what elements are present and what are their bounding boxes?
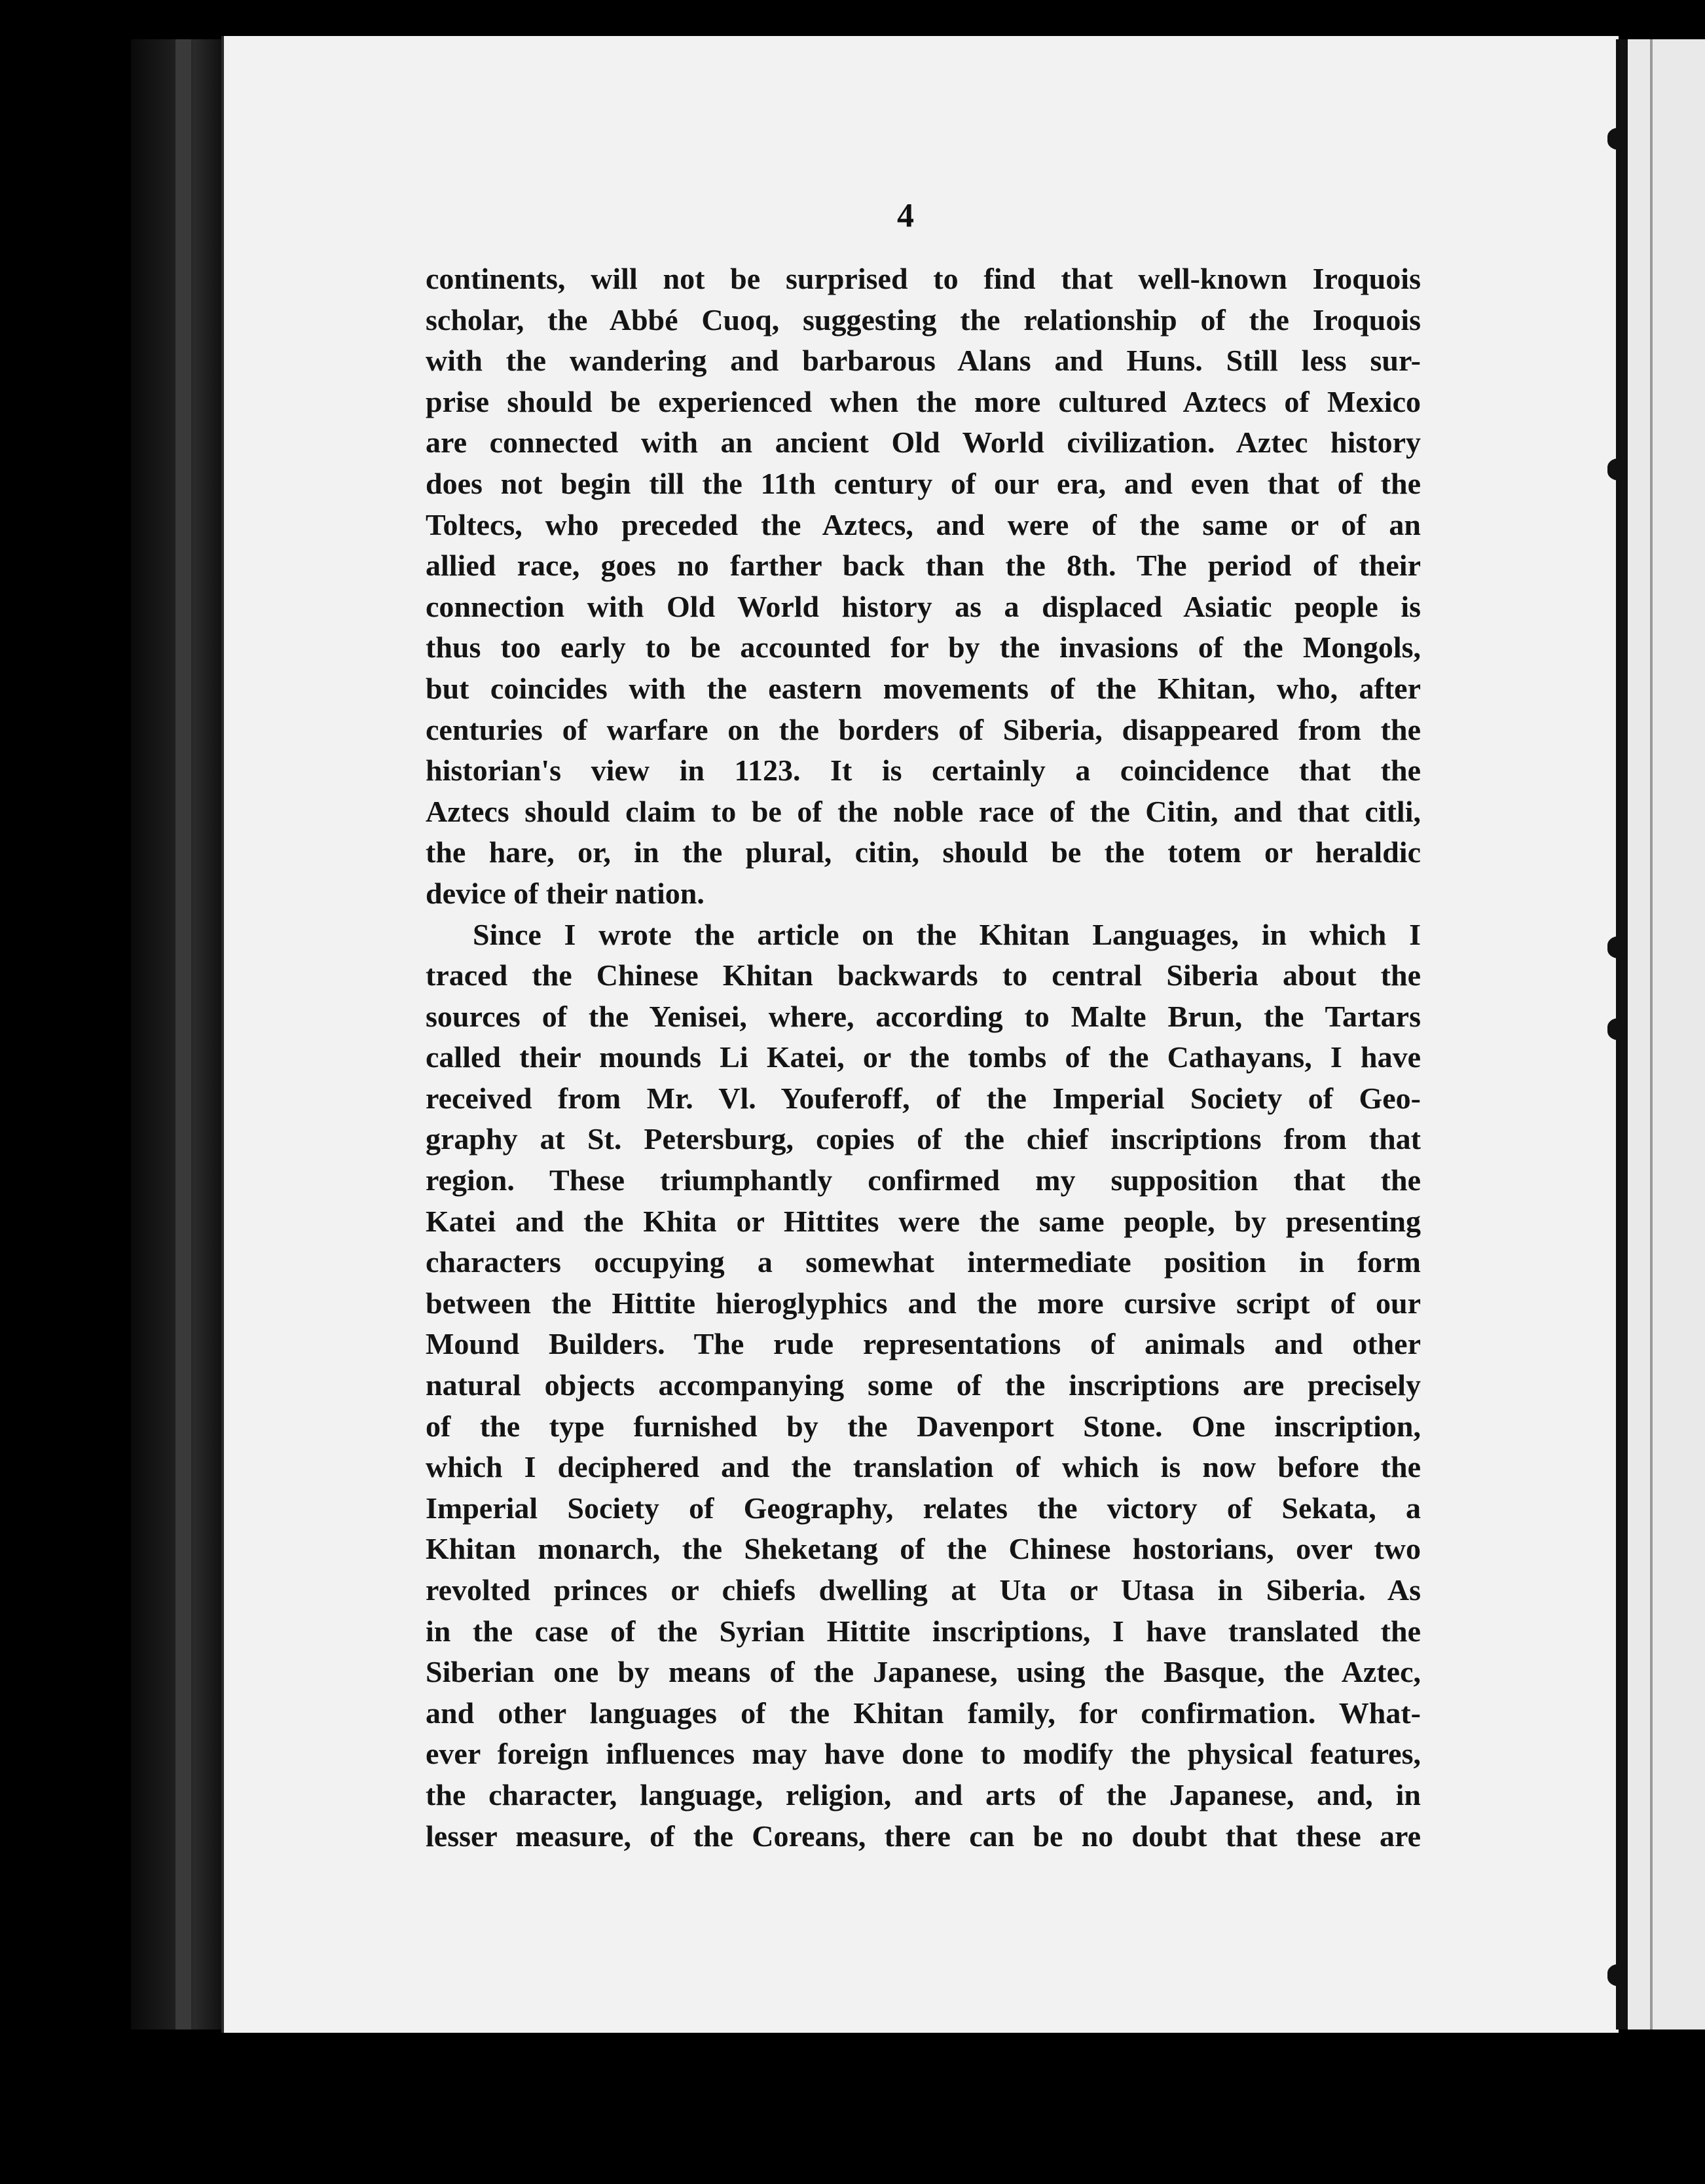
paragraph-2 [426, 915, 1421, 1857]
text-line: continents, will not be surprised to find that well-known Iroquois [426, 262, 1421, 295]
text-line: Mound Builders. The rude representations of animals and other [426, 1327, 1421, 1361]
text-line: received from Mr. Vl. Youferoff, of the Imperial Society of Geo- [426, 1081, 1421, 1115]
body-text [426, 259, 1421, 1857]
text-line: Since I wrote the article on the Khitan Languages, in which I [473, 917, 1421, 951]
text-line: allied race, goes no farther back than the 8th. The period of their [426, 549, 1421, 583]
text-line: Katei and the Khita or Hittites were the same people, by presenting [426, 1204, 1421, 1238]
text-line: region. These triumphantly confirmed my supposition that the [426, 1163, 1421, 1197]
text-line: which I deciphered and the translation of which is now before the [426, 1450, 1421, 1484]
text-line: sources of the Yenisei, where, according to Malte Brun, the Tartars [426, 999, 1421, 1033]
text-line: natural objects accompanying some of the inscriptions are precisely [426, 1368, 1421, 1402]
adjacent-page-edge [1628, 39, 1705, 2029]
text-line: Imperial Society of Geography, relates the victory of Sekata, a [426, 1491, 1421, 1525]
text-line: of the type furnished by the Davenport Stone. One inscription, [426, 1409, 1421, 1443]
text-line: graphy at St. Petersburg, copies of the chief inscriptions from that [426, 1122, 1421, 1156]
text-line: ever foreign influences may have done to modify the physical features, [426, 1737, 1421, 1771]
text-line: Toltecs, who preceded the Aztecs, and were of the same or of an [426, 507, 1421, 541]
text-line: device of their nation. [426, 876, 705, 910]
page-number: 4 [897, 197, 914, 234]
paragraph-1 [426, 259, 1421, 915]
text-line: and other languages of the Khitan family, for confirmation. What- [426, 1696, 1421, 1730]
text-line: called their mounds Li Katei, or the tombs of the Cathayans, I have [426, 1040, 1421, 1074]
text-line: in the case of the Syrian Hittite inscriptions, I have translated the [426, 1614, 1421, 1648]
text-line: the character, language, religion, and arts of the Japanese, and, in [426, 1777, 1421, 1811]
text-line: centuries of warfare on the borders of Siberia, disappeared from the [426, 712, 1421, 746]
text-line: lesser measure, of the Coreans, there can be no doubt that these are [426, 1819, 1421, 1853]
text-line: historian's view in 1123. It is certainly a coincidence that the [426, 754, 1421, 788]
text-line: Khitan monarch, the Sheketang of the Chinese hostorians, over two [426, 1532, 1421, 1566]
text-line: the hare, or, in the plural, citin, should be the totem or heraldic [426, 835, 1421, 869]
text-line: connection with Old World history as a displaced Asiatic people is [426, 589, 1421, 623]
text-line: with the wandering and barbarous Alans and Huns. Still less sur- [426, 344, 1421, 378]
text-line: scholar, the Abbé Cuoq, suggesting the relationship of the Iroquois [426, 302, 1421, 337]
text-line: does not begin till the 11th century of our era, and even that of the [426, 466, 1421, 500]
text-line: traced the Chinese Khitan backwards to central Siberia about the [426, 958, 1421, 992]
text-line: Aztecs should claim to be of the noble race of the Citin, and that citli, [426, 794, 1421, 828]
text-line: characters occupying a somewhat intermediate position in form [426, 1245, 1421, 1279]
adjacent-page-line [1650, 39, 1653, 2029]
text-line: thus too early to be accounted for by the invasions of the Mongols, [426, 630, 1421, 664]
text-line: revolted princes or chiefs dwelling at Uta or Utasa in Siberia. As [426, 1573, 1421, 1607]
text-line: between the Hittite hieroglyphics and the more cursive script of our [426, 1286, 1421, 1320]
text-line: are connected with an ancient Old World civilization. Aztec history [426, 426, 1421, 460]
text-line: but coincides with the eastern movements of the Khitan, who, after [426, 671, 1421, 705]
text-line: prise should be experienced when the more cultured Aztecs of Mexico [426, 384, 1421, 418]
spine-edge [175, 39, 191, 2029]
text-line: Siberian one by means of the Japanese, using the Basque, the Aztec, [426, 1655, 1421, 1689]
